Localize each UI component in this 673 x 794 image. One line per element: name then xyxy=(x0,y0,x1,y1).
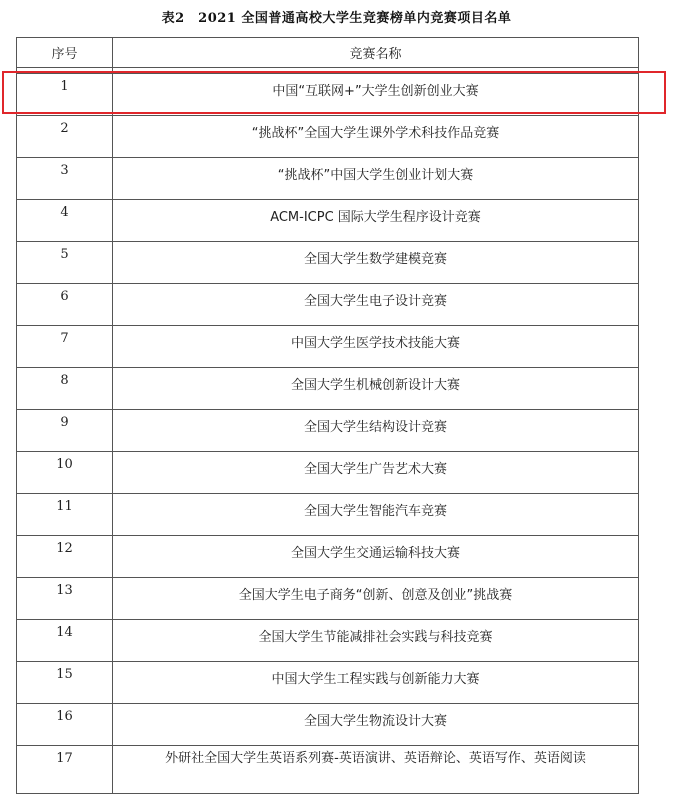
competition-name: 全国大学生结构设计竞赛 xyxy=(113,410,639,452)
competition-name: 全国大学生交通运输科技大赛 xyxy=(113,536,639,578)
table-row xyxy=(17,200,639,242)
header-serial-number: 序号 xyxy=(17,38,113,68)
serial-number: 17 xyxy=(17,746,113,794)
competition-name: 全国大学生机械创新设计大赛 xyxy=(113,368,639,410)
serial-number: 1 xyxy=(17,74,113,116)
serial-number: 11 xyxy=(17,494,113,536)
competition-name: 外研社全国大学生英语系列赛-英语演讲、英语辩论、英语写作、英语阅读 xyxy=(113,746,639,794)
serial-number: 15 xyxy=(17,662,113,704)
competition-name: 全国大学生电子设计竞赛 xyxy=(113,284,639,326)
table-row xyxy=(17,620,639,662)
competition-name: 全国大学生节能减排社会实践与科技竞赛 xyxy=(113,620,639,662)
table-row xyxy=(17,704,639,746)
serial-number: 9 xyxy=(17,410,113,452)
serial-number: 3 xyxy=(17,158,113,200)
table-row xyxy=(17,536,639,578)
competition-name: 中国大学生工程实践与创新能力大赛 xyxy=(113,662,639,704)
table-row xyxy=(17,452,639,494)
competition-name: 全国大学生智能汽车竞赛 xyxy=(113,494,639,536)
serial-number: 10 xyxy=(17,452,113,494)
competition-name: 全国大学生数学建模竞赛 xyxy=(113,242,639,284)
table-row xyxy=(17,494,639,536)
competition-name: 全国大学生物流设计大赛 xyxy=(113,704,639,746)
competition-name: ACM-ICPC 国际大学生程序设计竞赛 xyxy=(113,200,639,242)
competition-table xyxy=(16,37,639,794)
competition-name: 中国大学生医学技术技能大赛 xyxy=(113,326,639,368)
table-row xyxy=(17,326,639,368)
table-row xyxy=(17,158,639,200)
serial-number: 16 xyxy=(17,704,113,746)
competition-name: “挑战杯”中国大学生创业计划大赛 xyxy=(113,158,639,200)
competition-name: 中国“互联网+”大学生创新创业大赛 xyxy=(113,74,639,116)
table-row xyxy=(17,662,639,704)
header-competition-name: 竞赛名称 xyxy=(113,38,639,68)
table-row xyxy=(17,74,639,116)
serial-number: 13 xyxy=(17,578,113,620)
table-header-row xyxy=(17,38,639,68)
competition-name: “挑战杯”全国大学生课外学术科技作品竞赛 xyxy=(113,116,639,158)
competition-name: 全国大学生电子商务“创新、创意及创业”挑战赛 xyxy=(113,578,639,620)
serial-number: 14 xyxy=(17,620,113,662)
serial-number: 12 xyxy=(17,536,113,578)
competition-name: 全国大学生广告艺术大赛 xyxy=(113,452,639,494)
table-title: 表2 2021 全国普通高校大学生竞赛榜单内竞赛项目名单 xyxy=(161,11,512,26)
table-row xyxy=(17,242,639,284)
table-row xyxy=(17,410,639,452)
table-row xyxy=(17,746,639,794)
serial-number: 7 xyxy=(17,326,113,368)
serial-number: 5 xyxy=(17,242,113,284)
serial-number: 6 xyxy=(17,284,113,326)
serial-number: 2 xyxy=(17,116,113,158)
table-row xyxy=(17,116,639,158)
serial-number: 4 xyxy=(17,200,113,242)
table-row xyxy=(17,578,639,620)
table-row xyxy=(17,368,639,410)
table-row xyxy=(17,284,639,326)
serial-number: 8 xyxy=(17,368,113,410)
